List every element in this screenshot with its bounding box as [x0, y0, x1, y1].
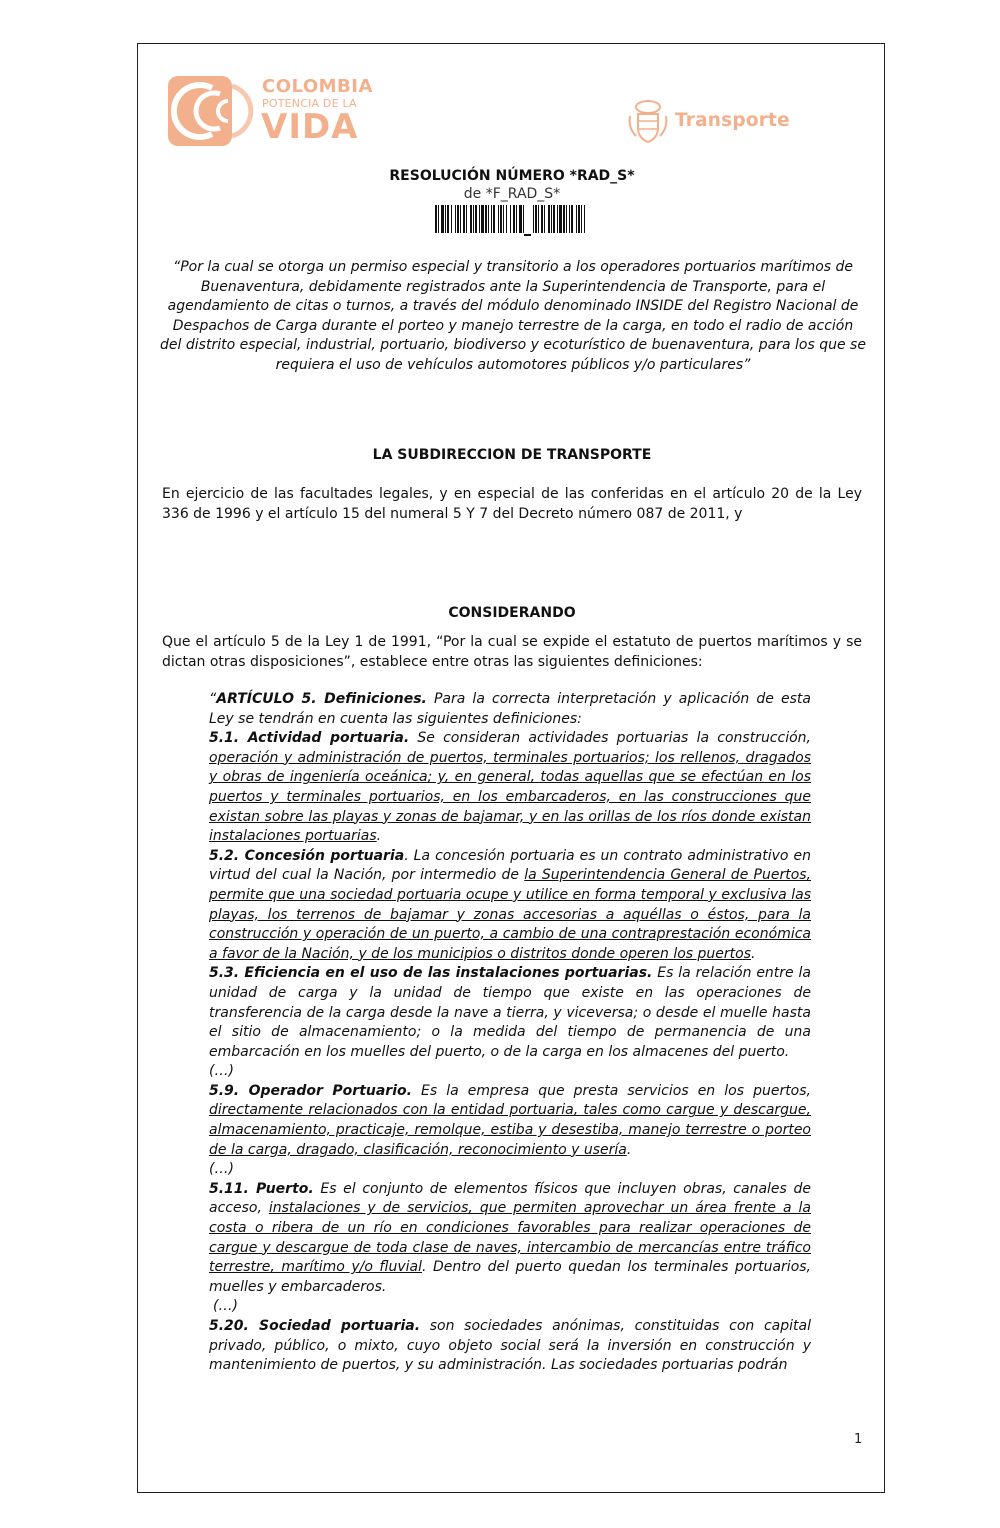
document-page: [137, 43, 885, 1493]
page-number: 1: [854, 1432, 863, 1447]
barcode-icon: [435, 205, 587, 237]
transporte-logo: [626, 98, 796, 146]
legal-basis-paragraph: En ejercicio de las facultades legales, y en especial de las conferidas en el artículo 20 de la Ley 336 de 1996 y el artículo 15 del numeral 5 Y 7 del Decreto número 087 de 2011, y: [162, 486, 862, 522]
issuing-authority: LA SUBDIRECCION DE TRANSPORTE: [372, 447, 652, 463]
logo-line-colombia: COLOMBIA: [262, 76, 373, 97]
ellipsis: (…): [209, 1063, 234, 1080]
colombia-potencia-logo: [168, 74, 373, 148]
definition-5-20: 5.20. Sociedad portuaria. son sociedades anónimas, constituidas con capital privado, público, o mixto, cuyo objeto social será la inversión en construcción y mantenimiento de puertos, y su administración. Las sociedades portuarias podrán: [209, 1318, 811, 1374]
ellipsis: (…): [209, 1161, 234, 1178]
ellipsis: (…): [213, 1298, 238, 1315]
definition-5-3: 5.3. Eficiencia en el uso de las instalaciones portuarias. Es la relación entre la unidad de carga y la unidad de tiempo que existe en las operaciones de transferencia de la carga desde la nave a tierra, y viceversa; o desde el muelle hasta el sitio de almacenamiento; o la medida del tiempo de permanencia de una embarcación en los muelles del puerto, o de la carga en los almacenes del puerto.: [209, 965, 812, 1060]
resolution-intro: “Por la cual se otorga un permiso especial y transitorio a los operadores portuarios marítimos de Buenaventura, debidamente registrados ante la Superintendencia de Transporte, para el agendamiento de citas o turnos, a través del módulo denominado INSIDE del Registro Nacional de Despachos de Carga durante el porteo y manejo terrestre de la carga, en todo el radio de acción del distrito especial, industrial, portuario, biodiverso y ecoturístico de buenaventura, para los que se requiera el uso de vehículos automotores públicos y/o particulares”: [160, 259, 866, 373]
quoted-law-block: [209, 690, 811, 1376]
definition-5-2: 5.2. Concesión portuaria. La concesión portuaria es un contrato administrativo en virtud del cual la Nación, por intermedio de la Superintendencia General de Puertos, permite que una sociedad portuaria ocupe y utilice en forma temporal y exclusiva las playas, los terrenos de bajamar y zonas accesorias a aquéllas o éstos, para la construcción y operación de un puerto, a cambio de una contraprestación económica a favor de la Nación, y de los municipios o distritos donde operen los puertos.: [209, 847, 811, 962]
definition-5-9: 5.9. Operador Portuario. Es la empresa que presta servicios en los puertos, directamente relacionados con la entidad portuaria, tales como cargue y descargue, almacenamiento, practicaje, remolque, estiba y desestiba, manejo terrestre o porteo de la carga, dragado, clasificación, reconocimiento y usería.: [209, 1082, 811, 1158]
resolution-date: de *F_RAD_S*: [463, 186, 561, 202]
resolution-title: RESOLUCIÓN NÚMERO *RAD_S*: [389, 168, 635, 184]
coat-of-arms-icon: [626, 98, 670, 146]
definition-5-1: 5.1. Actividad portuaria. Se consideran actividades portuarias la construcción, operación y administración de puertos, terminales portuarios; los rellenos, dragados y obras de ingeniería oceánica; y, en general, todas aquellas que se efectúan en los puertos y terminales portuarios, en los embarcaderos, en las construcciones que existan sobre las playas y zonas de bajamar, y en las orillas de los ríos donde existan instalaciones portuarias.: [209, 730, 811, 845]
article-5-heading: “ARTÍCULO 5. Definiciones. Para la correcta interpretación y aplicación de esta Ley se tendrán en cuenta las siguientes definiciones:: [209, 691, 812, 727]
logo-line-vida: VIDA: [261, 107, 359, 147]
considerando-heading: CONSIDERANDO: [448, 605, 576, 621]
logo-line-potencia: POTENCIA DE LA: [262, 97, 357, 110]
definition-5-11: 5.11. Puerto. Es el conjunto de elementos físicos que incluyen obras, canales de acceso, instalaciones y de servicios, que permiten aprovechar un área frente a la costa o ribera de un río en condiciones favorables para realizar operaciones de cargue y descargue de toda clase de naves, intercambio de mercancías entre tráfico terrestre, marítimo y/o fluvial. Dentro del puerto quedan los terminales portuarios, muelles y embarcaderos.: [209, 1180, 811, 1295]
transporte-logo-text: Transporte: [675, 110, 790, 131]
considerando-paragraph: Que el artículo 5 de la Ley 1 de 1991, “Por la cual se expide el estatuto de puertos marítimos y se dictan otras disposiciones”, establece entre otras las siguientes definiciones:: [162, 634, 862, 670]
